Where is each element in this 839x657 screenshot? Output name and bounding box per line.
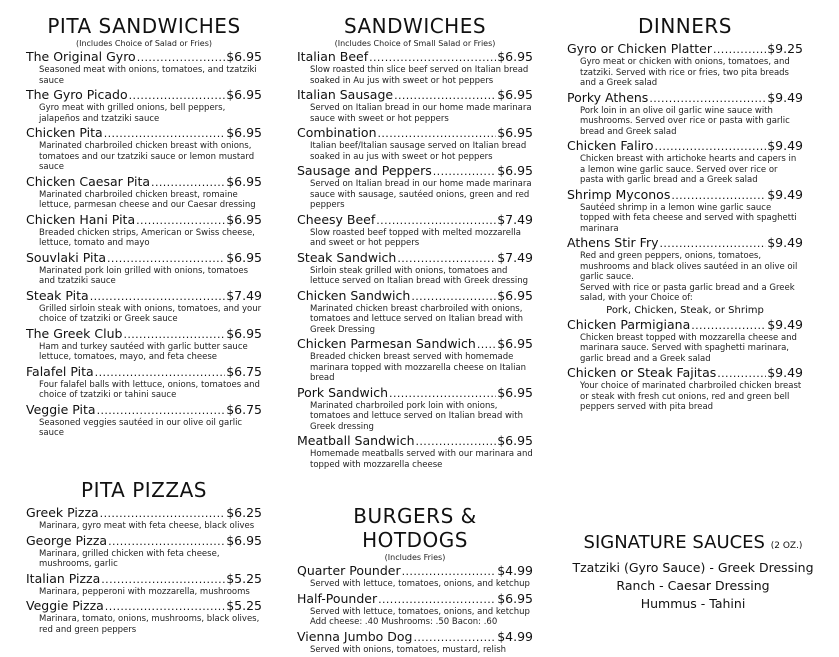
item-description: Four falafel balls with lettuce, onions, tomatoes and choice of tzatziki or tahini sauce xyxy=(39,379,260,400)
item-price: $6.95 xyxy=(497,87,533,102)
section-title: PITA SANDWICHES xyxy=(47,14,241,38)
dot-leader xyxy=(97,404,226,418)
item-price: $6.95 xyxy=(226,49,262,64)
dot-leader xyxy=(100,507,226,521)
menu-item xyxy=(567,139,803,186)
section-subtitle: (Includes Choice of Small Salad or Fries) xyxy=(334,39,496,48)
menu-item-row xyxy=(297,434,533,449)
menu-list xyxy=(297,50,533,470)
menu-item xyxy=(26,327,262,363)
menu-item-row xyxy=(297,386,533,401)
item-name: Chicken Parmigiana xyxy=(567,316,691,332)
item-description: Homemade meatballs served with our marinara and topped with mozzarella cheese xyxy=(310,449,533,470)
menu-item-row xyxy=(567,139,803,154)
dot-leader xyxy=(713,43,766,57)
item-name: Sausage and Peppers xyxy=(297,163,432,178)
menu-item xyxy=(297,213,533,249)
item-description: Marinara, tomato, onions, mushrooms, black olives, red and green peppers xyxy=(39,614,260,635)
menu-item-row xyxy=(26,213,262,228)
item-price: $9.49 xyxy=(767,186,803,202)
menu-item-row xyxy=(26,365,262,380)
menu-list xyxy=(26,50,262,439)
menu-item-row xyxy=(297,88,533,103)
sandwiches-section xyxy=(297,14,533,472)
menu-item xyxy=(297,592,533,628)
item-description: Chicken breast with artichoke hearts and capers in a lemon wine garlic sauce. Served over rice or pasta with garlic bread and a Greek salad xyxy=(580,154,797,185)
menu-item xyxy=(297,289,533,336)
menu-item xyxy=(26,251,262,287)
menu-item-row xyxy=(26,50,262,65)
item-name: Cheesy Beef xyxy=(297,211,376,227)
dot-leader xyxy=(378,127,497,141)
item-name: Vienna Jumbo Dog xyxy=(297,628,413,644)
item-price: $6.95 xyxy=(226,173,262,189)
menu-list xyxy=(297,564,533,655)
item-name: Gyro or Chicken Platter xyxy=(567,41,713,56)
item-description: Your choice of marinated charbroiled chicken breast or steak with fresh cut onions, red and green bell peppers served with pita bread xyxy=(580,381,802,412)
item-description: Served with lettuce, tomatoes, onions, and ketchup xyxy=(310,606,530,617)
item-description: Sirloin steak grilled with onions, tomatoes and lettuce served on Italian bread with Greek dressing xyxy=(310,265,529,286)
pita-pizzas-section xyxy=(26,478,262,637)
item-description: Gyro meat or chicken with onions, tomatoes, and tzatziki. Served with rice or fries, two pita breads and a Greek salad xyxy=(580,57,790,88)
dot-leader xyxy=(397,252,496,266)
menu-item xyxy=(26,88,262,124)
menu-item xyxy=(26,572,262,598)
menu-item-row xyxy=(26,175,262,190)
item-price: $9.49 xyxy=(767,138,803,153)
item-description: Italian beef/Italian sausage served on Italian bread soaked in au jus with sweet or hot peppers xyxy=(310,141,527,162)
menu-item-row xyxy=(26,506,262,521)
sauces-title: SIGNATURE SAUCES xyxy=(583,532,765,553)
item-description: Marinara, grilled chicken with feta cheese, mushrooms, garlic xyxy=(39,548,220,569)
section-subtitle: (Includes Fries) xyxy=(384,553,446,562)
item-price: $6.95 xyxy=(226,532,262,548)
item-price: $6.95 xyxy=(497,590,533,606)
item-price: $6.25 xyxy=(226,505,262,520)
dot-leader xyxy=(108,535,225,549)
menu-item xyxy=(26,50,262,86)
menu-item xyxy=(26,213,262,249)
dot-leader xyxy=(413,631,496,645)
menu-item-row xyxy=(567,188,803,203)
item-description: Served on Italian bread in our home made marinara sauce with sweet or hot peppers xyxy=(310,103,532,124)
item-name: Chicken Caesar Pita xyxy=(26,173,151,189)
menu-item xyxy=(26,289,262,325)
item-description: Served on Italian bread in our home made marinara sauce with sausage, sautéed onions, green and red peppers xyxy=(310,179,532,210)
item-price: $6.95 xyxy=(226,125,262,140)
dot-leader xyxy=(104,127,226,141)
menu-item xyxy=(567,318,803,365)
dot-leader xyxy=(378,593,496,607)
item-price: $6.95 xyxy=(497,433,533,448)
item-price: $5.25 xyxy=(226,598,262,613)
sauce-lines xyxy=(560,559,826,613)
item-description: Marinated charbroiled chicken breast with onions, tomatoes and our tzatziki sauce or lemon mustard sauce xyxy=(39,141,255,172)
section-title: DINNERS xyxy=(638,14,732,38)
item-description: Served with rice or pasta garlic bread and a Greek salad, with your Choice of: xyxy=(580,282,795,303)
item-description: Served with onions, tomatoes, mustard, relish xyxy=(310,644,507,655)
item-name: Porky Athens xyxy=(567,89,649,105)
item-name: Chicken Faliro xyxy=(567,138,654,153)
menu-item xyxy=(567,366,803,413)
menu-item-row xyxy=(297,164,533,179)
item-price: $7.49 xyxy=(497,211,533,227)
menu-item-row xyxy=(567,91,803,106)
dot-leader xyxy=(691,319,766,333)
dot-leader xyxy=(411,290,496,304)
dot-leader xyxy=(655,140,767,154)
menu-item xyxy=(297,630,533,656)
menu-item xyxy=(297,564,533,590)
section-title: PITA PIZZAS xyxy=(81,478,207,502)
menu-item-row xyxy=(26,534,262,549)
menu-item-row xyxy=(297,50,533,65)
item-description: Sautéed shrimp in a lemon wine garlic sauce topped with feta cheese and served with spaghetti marinara xyxy=(580,202,797,234)
item-name: Half-Pounder xyxy=(297,590,378,606)
item-price: $9.49 xyxy=(767,235,803,250)
item-description: Marinated charbroiled chicken breast, romaine lettuce, parmesan cheese and our Caesar dressing xyxy=(39,189,256,210)
dot-leader xyxy=(649,92,766,106)
item-name: Falafel Pita xyxy=(26,363,94,379)
item-description: Red and green peppers, onions, tomatoes, mushrooms and black olives sautéed in an olive oil garlic sauce. xyxy=(580,251,798,282)
menu-item xyxy=(567,188,803,235)
item-description: Marinara, gyro meat with feta cheese, black olives xyxy=(39,521,255,531)
item-name: Chicken Sandwich xyxy=(297,287,411,303)
dot-leader xyxy=(660,237,767,251)
item-description: Marinated pork loin grilled with onions, tomatoes and tzatziki sauce xyxy=(39,265,249,286)
pita-sandwiches-section xyxy=(26,14,262,441)
item-name: Shrimp Myconos xyxy=(567,186,671,202)
menu-item-row xyxy=(567,318,803,333)
item-price: $6.95 xyxy=(226,211,262,227)
menu-item xyxy=(297,126,533,162)
menu-list xyxy=(567,42,803,413)
item-price: $6.75 xyxy=(226,363,262,379)
dot-leader xyxy=(477,338,496,352)
item-price: $9.49 xyxy=(767,316,803,332)
item-description: Breaded chicken breast served with homemade marinara topped with mozzarella cheese on Italian bread xyxy=(310,352,527,383)
sauces-title-row xyxy=(560,532,826,553)
item-name: Athens Stir Fry xyxy=(567,235,659,250)
item-description: Marinara, pepperoni with mozzarella, mushrooms xyxy=(39,586,250,597)
item-description: Breaded chicken strips, American or Swiss cheese, lettuce, tomato and mayo xyxy=(39,227,255,248)
menu-item-row xyxy=(297,126,533,141)
dot-leader xyxy=(107,252,225,266)
item-name: The Greek Club xyxy=(26,325,123,341)
item-name: George Pizza xyxy=(26,532,108,548)
sauce-line: Ranch - Caesar Dressing xyxy=(616,578,770,593)
dot-leader xyxy=(376,214,496,228)
menu-item-row xyxy=(297,592,533,607)
item-name: Veggie Pizza xyxy=(26,598,104,613)
menu-item xyxy=(297,164,533,211)
item-price: $9.49 xyxy=(767,365,803,380)
menu-item xyxy=(26,365,262,401)
menu-item xyxy=(26,534,262,570)
dot-leader xyxy=(717,367,766,381)
menu-item-row xyxy=(567,236,803,251)
dot-leader xyxy=(394,89,496,103)
menu-item xyxy=(297,50,533,86)
menu-item xyxy=(26,506,262,532)
item-description: Gyro meat with grilled onions, bell peppers, jalapeños and tzatziki sauce xyxy=(39,103,226,124)
menu-item-row xyxy=(26,251,262,266)
menu-item-row xyxy=(297,213,533,228)
dot-leader xyxy=(433,165,496,179)
item-price: $6.95 xyxy=(497,49,533,64)
item-description: Marinated chicken breast charbroiled with onions, tomatoes and lettuce served on Italian bread with Greek Dressing xyxy=(310,303,523,335)
sauces-size: (2 OZ.) xyxy=(770,541,803,551)
item-price: $6.95 xyxy=(497,336,533,351)
item-price: $6.95 xyxy=(497,125,533,140)
menu-item-row xyxy=(567,366,803,381)
dot-leader xyxy=(129,89,226,103)
item-choices: Pork, Chicken, Steak, or Shrimp xyxy=(606,304,764,316)
dot-leader xyxy=(416,435,497,449)
item-price: $6.95 xyxy=(226,249,262,265)
menu-item-row xyxy=(26,126,262,141)
item-name: Chicken Hani Pita xyxy=(26,211,136,227)
menu-item xyxy=(297,434,533,470)
menu-item-row xyxy=(297,630,533,645)
section-subtitle: (Includes Choice of Salad or Fries) xyxy=(75,39,213,48)
menu-item xyxy=(297,251,533,287)
burgers-section xyxy=(297,504,533,657)
item-name: Chicken Pita xyxy=(26,125,103,140)
dot-leader xyxy=(369,51,496,65)
item-price: $9.49 xyxy=(767,89,803,105)
sauces-section xyxy=(560,532,826,613)
item-description: Ham and turkey sautéed with garlic butter sauce lettuce, tomatoes, mayo, and feta cheese xyxy=(39,341,248,362)
menu-item-row xyxy=(567,42,803,57)
menu-item-row xyxy=(26,403,262,418)
menu-item-row xyxy=(297,289,533,304)
item-name: Souvlaki Pita xyxy=(26,249,107,265)
item-price: $4.99 xyxy=(497,628,533,644)
item-name: Pork Sandwich xyxy=(297,384,389,400)
item-price: $6.95 xyxy=(226,325,262,341)
menu-item-row xyxy=(26,599,262,614)
item-price: $6.95 xyxy=(497,287,533,303)
dot-leader xyxy=(402,565,497,579)
section-title: SANDWICHES xyxy=(343,14,487,38)
dot-leader xyxy=(90,290,226,304)
dinners-section xyxy=(567,14,803,415)
menu-item xyxy=(297,337,533,384)
item-addons: Add cheese: .40 Mushrooms: .50 Bacon: .60 xyxy=(310,617,498,627)
item-price: $6.95 xyxy=(497,163,533,178)
section-title: BURGERS & HOTDOGS xyxy=(353,504,477,552)
item-name: Quarter Pounder xyxy=(297,563,401,578)
item-price: $6.95 xyxy=(226,87,262,102)
item-name: The Gyro Picado xyxy=(26,87,128,102)
menu-item xyxy=(26,175,262,211)
item-price: $4.99 xyxy=(497,563,533,578)
item-description: Marinated charbroiled pork loin with onions, tomatoes and lettuce served on Italian bread with Greek dressing xyxy=(310,400,523,432)
item-description: Served with lettuce, tomatoes, onions, and ketchup xyxy=(310,579,530,589)
item-name: Steak Sandwich xyxy=(297,249,397,265)
item-name: Veggie Pita xyxy=(26,401,96,417)
menu-item xyxy=(26,403,262,439)
menu-item-row xyxy=(297,337,533,352)
dot-leader xyxy=(136,214,225,228)
item-price: $6.75 xyxy=(226,401,262,417)
dot-leader xyxy=(137,51,225,65)
item-description: Slow roasted thin slice beef served on Italian bread soaked in Au jus with sweet or hot peppers xyxy=(310,65,529,86)
item-price: $6.95 xyxy=(497,384,533,400)
item-price: $5.25 xyxy=(226,570,262,586)
menu-item-row xyxy=(26,88,262,103)
item-price: $7.49 xyxy=(497,249,533,265)
item-name: The Original Gyro xyxy=(26,49,136,64)
dot-leader xyxy=(105,600,225,614)
menu-item xyxy=(567,236,803,316)
dot-leader xyxy=(671,189,766,203)
dot-leader xyxy=(101,573,225,587)
item-name: Steak Pita xyxy=(26,287,89,303)
item-description: Pork loin in an olive oil garlic wine sauce with mushrooms. Served over rice or pasta with garlic bread and Greek salad xyxy=(580,105,790,137)
menu-item-row xyxy=(26,572,262,587)
item-price: $9.25 xyxy=(767,41,803,56)
item-name: Combination xyxy=(297,125,377,140)
item-name: Italian Sausage xyxy=(297,87,394,102)
item-description: Slow roasted beef topped with melted mozzarella and sweet or hot peppers xyxy=(310,227,521,248)
item-description: Chicken breast topped with mozzarella cheese and marinara sauce. Served with spaghetti marinara, garlic bread and a Greek salad xyxy=(580,332,797,364)
item-name: Meatball Sandwich xyxy=(297,433,415,448)
menu-item xyxy=(567,91,803,138)
item-price: $7.49 xyxy=(226,287,262,303)
menu-item-row xyxy=(26,289,262,304)
dot-leader xyxy=(151,176,225,190)
menu-item xyxy=(567,42,803,89)
dot-leader xyxy=(389,387,496,401)
menu-item xyxy=(26,599,262,635)
menu-item-row xyxy=(297,251,533,266)
sauce-line: Tzatziki (Gyro Sauce) - Greek Dressing xyxy=(572,560,814,575)
item-name: Chicken or Steak Fajitas xyxy=(567,365,717,380)
menu-item-row xyxy=(297,564,533,579)
menu-item-row xyxy=(26,327,262,342)
item-name: Greek Pizza xyxy=(26,505,99,520)
dot-leader xyxy=(123,328,225,342)
menu-item xyxy=(26,126,262,173)
item-description: Seasoned meat with onions, tomatoes, and tzatziki sauce xyxy=(39,65,257,86)
item-name: Italian Beef xyxy=(297,49,369,64)
menu-item xyxy=(297,386,533,433)
menu-item xyxy=(297,88,533,124)
sauce-line: Hummus - Tahini xyxy=(640,596,746,611)
menu-list xyxy=(26,506,262,635)
dot-leader xyxy=(95,366,226,380)
item-description: Seasoned veggies sautéed in our olive oil garlic sauce xyxy=(39,417,243,438)
item-name: Chicken Parmesan Sandwich xyxy=(297,336,476,351)
item-name: Italian Pizza xyxy=(26,570,101,586)
item-description: Grilled sirloin steak with onions, tomatoes, and your choice of tzatziki or Greek sauce xyxy=(39,303,262,324)
